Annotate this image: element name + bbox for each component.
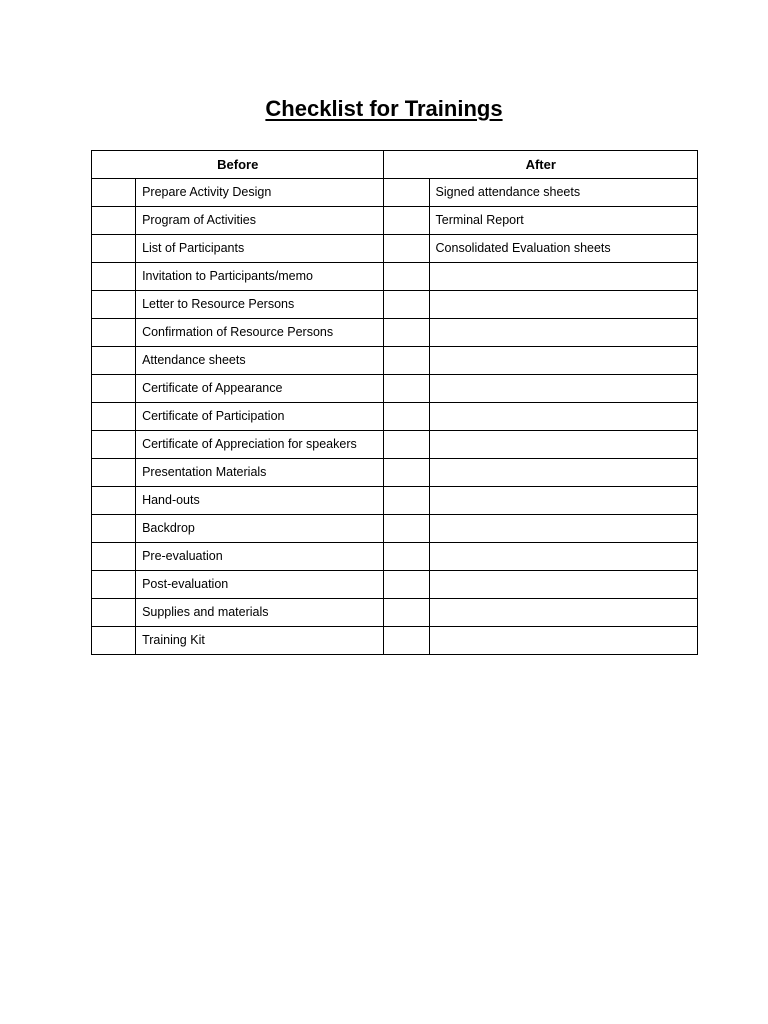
- checklist-body: [92, 179, 698, 655]
- table-row: [92, 179, 698, 207]
- before-item: Post-evaluation: [136, 571, 384, 599]
- after-checkbox-cell[interactable]: [384, 207, 429, 235]
- page-title: Checklist for Trainings: [265, 96, 503, 121]
- checklist-table: [91, 150, 698, 655]
- after-item: Consolidated Evaluation sheets: [429, 235, 697, 263]
- table-row: [92, 515, 698, 543]
- before-item: Backdrop: [136, 515, 384, 543]
- table-row: [92, 263, 698, 291]
- before-item: Certificate of Appearance: [136, 375, 384, 403]
- before-checkbox-cell[interactable]: [92, 403, 136, 431]
- after-item: [429, 375, 697, 403]
- after-item: Terminal Report: [429, 207, 697, 235]
- before-checkbox-cell[interactable]: [92, 319, 136, 347]
- before-checkbox-cell[interactable]: [92, 487, 136, 515]
- before-checkbox-cell[interactable]: [92, 459, 136, 487]
- after-item: [429, 347, 697, 375]
- after-checkbox-cell[interactable]: [384, 179, 429, 207]
- after-item: [429, 319, 697, 347]
- after-item: [429, 263, 697, 291]
- table-row: [92, 375, 698, 403]
- before-checkbox-cell[interactable]: [92, 235, 136, 263]
- table-row: [92, 543, 698, 571]
- before-checkbox-cell[interactable]: [92, 207, 136, 235]
- table-row: [92, 207, 698, 235]
- after-item: [429, 599, 697, 627]
- table-row: [92, 599, 698, 627]
- before-checkbox-cell[interactable]: [92, 263, 136, 291]
- table-row: [92, 291, 698, 319]
- before-column-header: Before: [92, 151, 384, 179]
- before-checkbox-cell[interactable]: [92, 599, 136, 627]
- before-checkbox-cell[interactable]: [92, 347, 136, 375]
- after-item: [429, 487, 697, 515]
- after-checkbox-cell[interactable]: [384, 291, 429, 319]
- before-item: Training Kit: [136, 627, 384, 655]
- before-item: Prepare Activity Design: [136, 179, 384, 207]
- after-item: Signed attendance sheets: [429, 179, 697, 207]
- before-checkbox-cell[interactable]: [92, 515, 136, 543]
- after-checkbox-cell[interactable]: [384, 515, 429, 543]
- after-item: [429, 291, 697, 319]
- after-checkbox-cell[interactable]: [384, 459, 429, 487]
- after-checkbox-cell[interactable]: [384, 543, 429, 571]
- table-row: [92, 459, 698, 487]
- before-item: List of Participants: [136, 235, 384, 263]
- after-checkbox-cell[interactable]: [384, 571, 429, 599]
- after-checkbox-cell[interactable]: [384, 375, 429, 403]
- after-checkbox-cell[interactable]: [384, 263, 429, 291]
- after-checkbox-cell[interactable]: [384, 599, 429, 627]
- after-item: [429, 543, 697, 571]
- before-checkbox-cell[interactable]: [92, 179, 136, 207]
- after-item: [429, 571, 697, 599]
- table-row: [92, 431, 698, 459]
- before-checkbox-cell[interactable]: [92, 375, 136, 403]
- before-item: Certificate of Appreciation for speakers: [136, 431, 384, 459]
- before-item: Presentation Materials: [136, 459, 384, 487]
- before-item: Attendance sheets: [136, 347, 384, 375]
- after-checkbox-cell[interactable]: [384, 431, 429, 459]
- table-row: [92, 627, 698, 655]
- before-item: Letter to Resource Persons: [136, 291, 384, 319]
- after-column-header: After: [384, 151, 698, 179]
- before-item: Supplies and materials: [136, 599, 384, 627]
- after-checkbox-cell[interactable]: [384, 235, 429, 263]
- after-item: [429, 459, 697, 487]
- after-checkbox-cell[interactable]: [384, 347, 429, 375]
- before-item: Hand-outs: [136, 487, 384, 515]
- table-row: [92, 403, 698, 431]
- before-checkbox-cell[interactable]: [92, 543, 136, 571]
- table-header-row: [92, 151, 698, 179]
- before-checkbox-cell[interactable]: [92, 627, 136, 655]
- table-row: [92, 319, 698, 347]
- after-item: [429, 515, 697, 543]
- before-item: Program of Activities: [136, 207, 384, 235]
- after-checkbox-cell[interactable]: [384, 487, 429, 515]
- after-item: [429, 431, 697, 459]
- before-item: Invitation to Participants/memo: [136, 263, 384, 291]
- before-checkbox-cell[interactable]: [92, 571, 136, 599]
- before-item: Certificate of Participation: [136, 403, 384, 431]
- table-row: [92, 235, 698, 263]
- before-item: Confirmation of Resource Persons: [136, 319, 384, 347]
- after-checkbox-cell[interactable]: [384, 319, 429, 347]
- before-item: Pre-evaluation: [136, 543, 384, 571]
- after-item: [429, 627, 697, 655]
- table-row: [92, 571, 698, 599]
- before-checkbox-cell[interactable]: [92, 431, 136, 459]
- after-item: [429, 403, 697, 431]
- table-row: [92, 487, 698, 515]
- after-checkbox-cell[interactable]: [384, 403, 429, 431]
- before-checkbox-cell[interactable]: [92, 291, 136, 319]
- table-row: [92, 347, 698, 375]
- after-checkbox-cell[interactable]: [384, 627, 429, 655]
